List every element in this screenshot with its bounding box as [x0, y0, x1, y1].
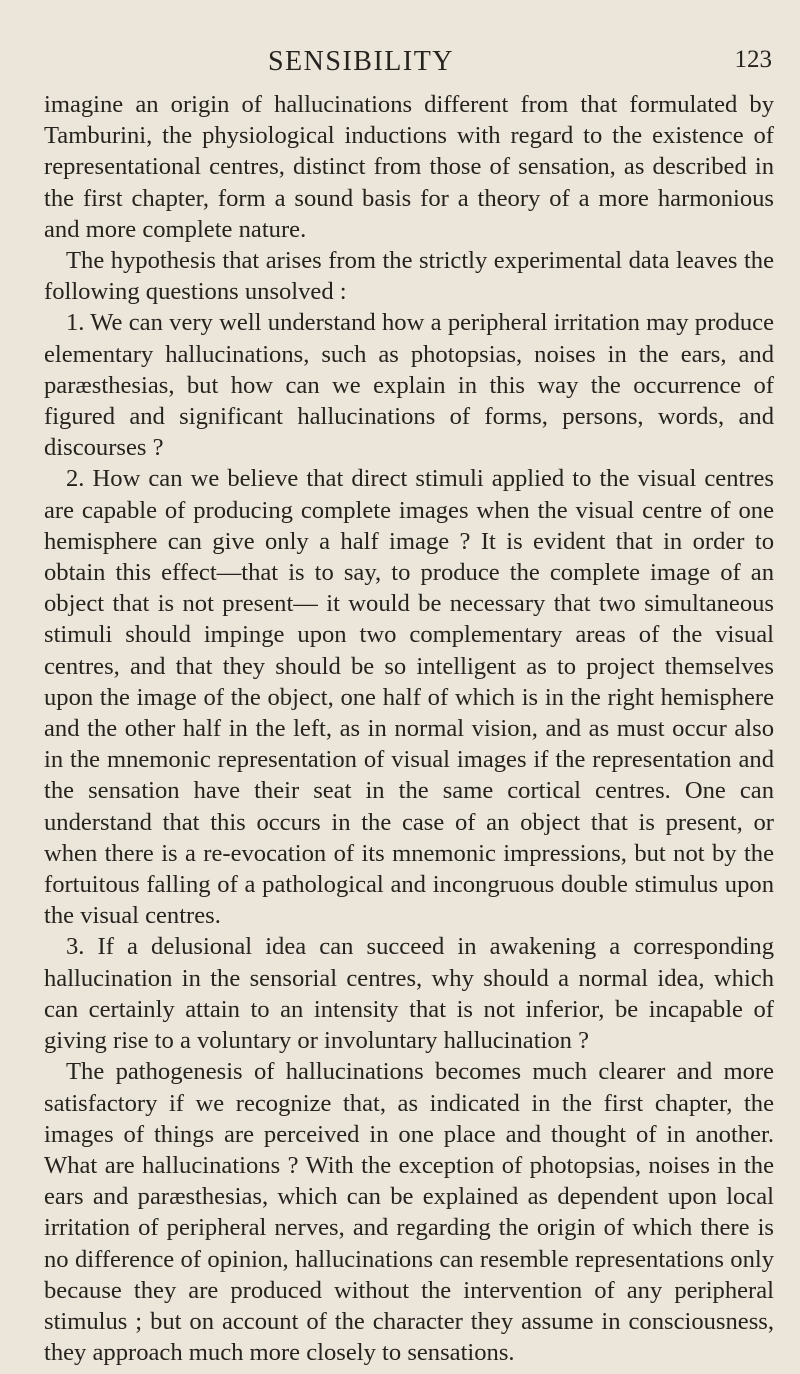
- question-1: 1. We can very well understand how a peripheral irritation may produce elementary hallucinations, such as photopsias, noises in the ears, and paræsthesias, but how can we explain in this way the occurrence of figured and significant hallucinations of forms, persons, words, and discourses ?: [44, 309, 774, 462]
- running-head: SENSIBILITY: [267, 46, 455, 77]
- question-2: 2. How can we believe that direct stimuli applied to the visual centres are capable of producing complete images when the visual centre of one hemisphere can give only a half image ? It is evident that in order to obtain this effect—that is to say, to produce the complete image of an object that is not present— it would be necessary that two simultaneous stimuli should impinge upon two complementary areas of the visual centres, and that they should be so intelligent as to project themselves upon the image of the object, one half of which is in the right hemisphere and the other half in the left, as in normal vision, and as must occur also in the mnemonic representation of visual images if the representation and the sensation have their seat in the same cortical centres. One can understand that this occurs in the case of an object that is present, or when there is a re-evocation of its mnemonic impressions, but not by the fortuitous falling of a pathological and incongruous double stimulus upon the visual centres.: [44, 465, 774, 930]
- page-number: 123: [734, 46, 772, 73]
- paragraph-continuation: imagine an origin of hallucinations different from that formulated by Tamburini, the physiological inductions with regard to the existence of representational centres, distinct from those of sensation, as described in the first chapter, form a sound basis for a theory of a more harmonious and more complete nature.: [44, 91, 774, 243]
- paragraph: The hypothesis that arises from the strictly experimental data leaves the following questions unsolved :: [44, 247, 774, 306]
- question-3: 3. If a delusional idea can succeed in awakening a corresponding hallucination in the sensorial centres, why should a normal idea, which can certainly attain to an intensity that is not inferior, be incapable of giving rise to a voluntary or involuntary hallucination ?: [44, 933, 774, 1055]
- paragraph: The pathogenesis of hallucinations becomes much clearer and more satisfactory if we recognize that, as indicated in the first chapter, the images of things are perceived in one place and thought of in another. What are hallucinations ? With the exception of photopsias, noises in the ears and paræsthesias, which can be explained as dependent upon local irritation of peripheral nerves, and regarding the origin of which there is no difference of opinion, hallucinations can resemble representations only because they are produced without the intervention of any peripheral stimulus ; but on account of the character they assume in consciousness, they approach much more closely to sensations.: [44, 1058, 774, 1367]
- page-header: [0, 38, 800, 78]
- body-text: [44, 89, 774, 1368]
